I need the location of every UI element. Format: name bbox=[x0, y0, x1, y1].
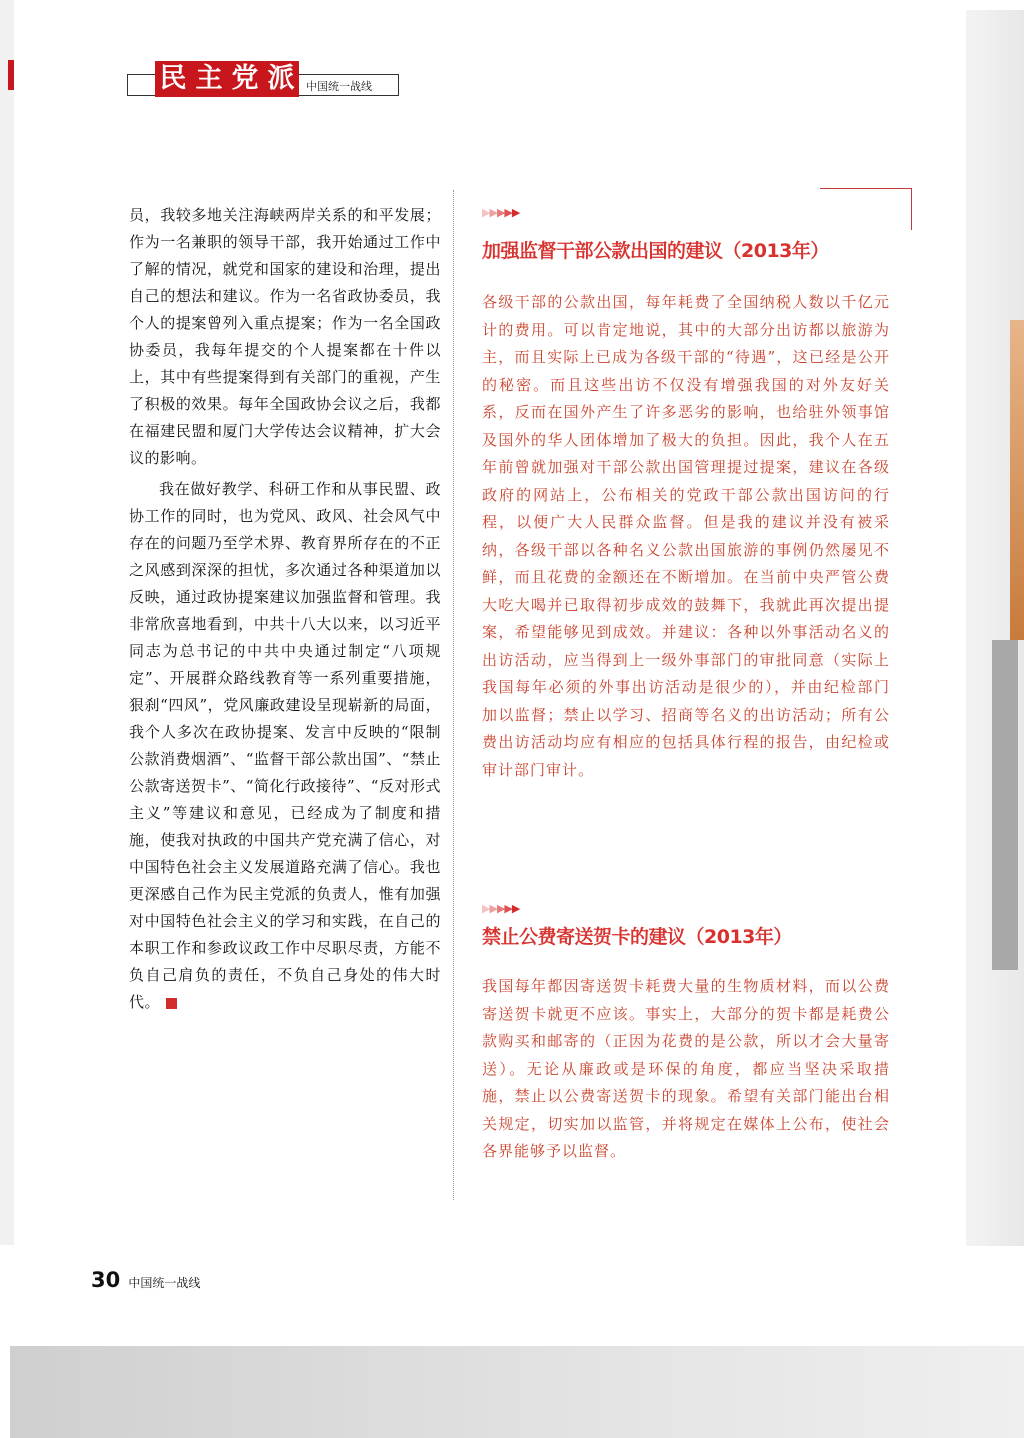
paragraph-text: 我在做好教学、科研工作和从事民盟、政协工作的同时，也为党风、政风、社会风气中存在的问题乃至学术界、教育界所存在的不正之风感到深深的担忧，多次通过各种渠道加以反映，通过政协提案建议加强监督和管理。我非常欣喜地看到，中共十八大以来，以习近平同志为总书记的中共中央通过制定“八项规定”、开展群众路线教育等一系列重要措施，狠刹“四风”，党风廉政建设呈现崭新的局面，我个人多次在政协提案、发言中反映的“限制公款消费烟酒”、“监督干部公款出国”、“禁止公款寄送贺卡”、“简化行政接待”、“反对形式主义”等建议和意见，已经成为了制度和措施，使我对执政的中国共产党充满了信心，对中国特色社会主义发展道路充满了信心。我也更深感自己作为民主党派的负责人，惟有加强对中国特色社会主义的学习和实践，在自己的本职工作和参政议政工作中尽职尽责，方能不负自己肩负的责任，不负自己身处的伟大时代。 bbox=[129, 480, 441, 1011]
column-header bbox=[156, 62, 298, 96]
page-number: 30 bbox=[91, 1268, 121, 1292]
page-footer bbox=[91, 1268, 200, 1292]
section-body bbox=[482, 289, 890, 784]
corner-bracket bbox=[911, 188, 912, 230]
paragraph bbox=[129, 476, 441, 1016]
arrows-icon: ▶▶▶▶▶ bbox=[482, 206, 520, 219]
column-divider bbox=[453, 190, 454, 1200]
scan-edge-left bbox=[0, 0, 14, 1245]
adjacent-page-shadow bbox=[992, 640, 1018, 970]
scan-edge-red-mark bbox=[8, 60, 14, 90]
section-text: 我国每年都因寄送贺卡耗费大量的生物质材料，而以公费寄送贺卡就更不应该。事实上，大部分的贺卡都是耗费公款购买和邮寄的（正因为花费的是公款，所以才会大量寄送）。无论从廉政或是环保的角度，都应当坚决采取措施，禁止以公费寄送贺卡的现象。希望有关部门能出台相关规定，切实加以监管，并将规定在媒体上公布，使社会各界能够予以监督。 bbox=[482, 977, 890, 1160]
header-char: 派 bbox=[264, 62, 298, 96]
publication-name: 中国统一战线 bbox=[128, 1276, 201, 1290]
section-title: 加强监督干部公款出国的建议（2013年） bbox=[482, 240, 829, 262]
paragraph: 员，我较多地关注海峡两岸关系的和平发展；作为一名兼职的领导干部，我开始通过工作中了解的情况，就党和国家的建设和治理，提出自己的想法和建议。作为一名省政协委员，我个人的提案曾列入重点提案；作为一名全国政协委员，我每年提交的个人提案都在十件以上，其中有些提案得到有关部门的重视，产生了积极的效果。每年全国政协会议之后，我都在福建民盟和厦门大学传达会议精神，扩大会议的影响。 bbox=[129, 206, 441, 467]
section-title: 禁止公费寄送贺卡的建议（2013年） bbox=[482, 926, 792, 948]
corner-bracket bbox=[820, 188, 912, 189]
section-text: 各级干部的公款出国，每年耗费了全国纳税人数以千亿元计的费用。可以肯定地说，其中的大部分出访都以旅游为主，而且实际上已成为各级干部的“待遇”，这已经是公开的秘密。而且这些出访不仅没有增强我国的对外友好关系，反而在国外产生了许多恶劣的影响，也给驻外领事馆及国外的华人团体增加了极大的负担。因此，我个人在五年前曾就加强对干部公款出国管理提过提案，建议在各级政府的网站上，公布相关的党政干部公款出国访问的行程，以便广大人民群众监督。但是我的建议并没有被采纳，各级干部以各种名义公款出国旅游的事例仍然屡见不鲜，而且花费的金额还在不断增加。在当前中央严管公费大吃大喝并已取得初步成效的鼓舞下，我就此再次提出提案，希望能够见到成效。并建议：各种以外事活动名义的出访活动，应当得到上一级外事部门的审批同意（实际上我国每年必须的外事出访活动是很少的），并由纪检部门加以监督；禁止以学习、招商等名义的出访活动；所有公费出访活动均应有相应的包括具体行程的报告，由纪检或审计部门审计。 bbox=[482, 293, 890, 779]
header-subtitle: 中国统一战线 bbox=[306, 80, 372, 93]
header-char: 主 bbox=[192, 62, 226, 96]
section-body bbox=[482, 973, 890, 1166]
scan-edge-bottom bbox=[10, 1346, 1024, 1438]
adjacent-page-photo bbox=[1010, 320, 1024, 640]
header-char: 党 bbox=[228, 62, 262, 96]
arrows-icon: ▶▶▶▶▶ bbox=[482, 902, 520, 915]
left-column bbox=[129, 202, 441, 1016]
header-char: 民 bbox=[156, 62, 190, 96]
end-mark-icon bbox=[166, 998, 177, 1009]
